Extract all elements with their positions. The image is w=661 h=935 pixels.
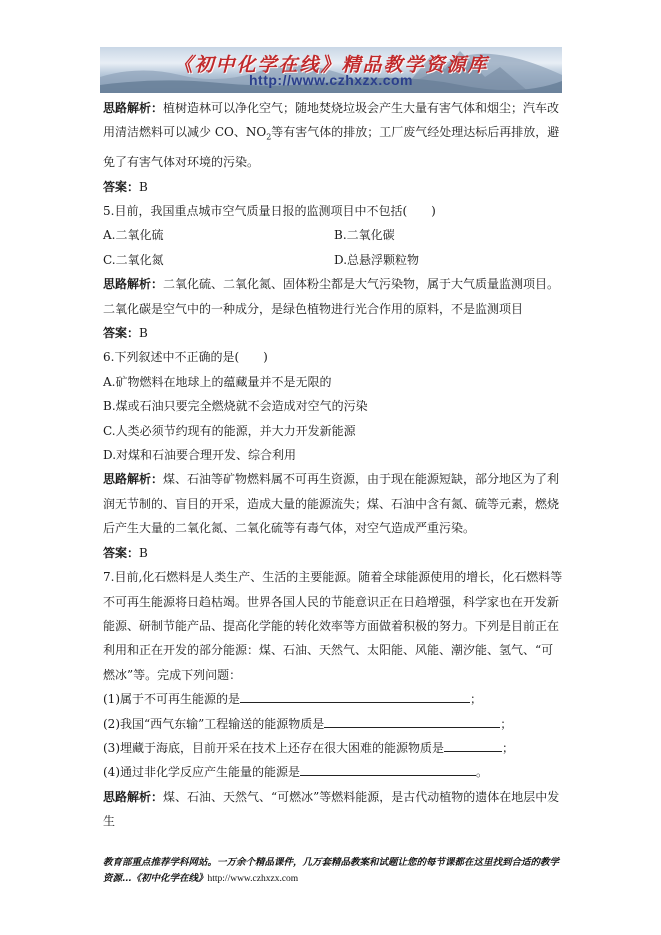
option-a: A.矿物燃料在地球上的蕴藏量并不是无限的 xyxy=(103,374,332,389)
analysis-paragraph-5: 思路解析：二氧化硫、二氧化氮、固体粉尘都是大气污染物，属于大气质量监测项目。二氧化碳是空气中的一种成分，是绿色植物进行光合作用的原料，不是监测项目 xyxy=(103,277,560,316)
answer-blank[interactable] xyxy=(444,737,502,752)
option-a: A.二氧化硫 xyxy=(103,228,164,243)
banner-url[interactable]: http://www.czhxzx.com xyxy=(249,72,413,88)
option-d: D.对煤和石油要合理开发、综合利用 xyxy=(103,448,297,463)
banner-title: 《初中化学在线》精品教学资源库 xyxy=(173,54,489,76)
document-body xyxy=(103,96,565,834)
analysis-paragraph-6: 思路解析：煤、石油等矿物燃料属不可再生资源，由于现在能源短缺，部分地区为了利润无节制的、盲目的开采，造成大量的能源流失；煤、石油中含有氮、硫等元素，燃烧后产生大量的二氧化氮、二氧化硫等有毒气体，对空气造成严重污染。 xyxy=(103,472,560,536)
question-7-part-4: (4)通过非化学反应产生能量的能源是 。 xyxy=(103,760,565,784)
option-c: C.二氧化氮 xyxy=(103,252,164,267)
option-b: B.二氧化碳 xyxy=(334,228,395,243)
analysis-label: 思路解析： xyxy=(103,101,164,115)
footer-url[interactable]: http://www.czhxzx.com xyxy=(207,874,299,884)
option-c: C.人类必须节约现有的能源，并大力开发新能源 xyxy=(103,423,356,438)
question-5-options-row-1 xyxy=(103,223,565,247)
question-6-stem: 6.下列叙述中不正确的是( ) xyxy=(103,350,268,365)
header-banner xyxy=(100,47,562,93)
analysis-paragraph-7: 思路解析：煤、石油、天然气、“可燃冰”等燃料能源，是古代动植物的遗体在地层中发生 xyxy=(103,789,560,829)
question-7-part-2: (2)我国“西气东输”工程输送的能源物质是 ； xyxy=(103,712,565,736)
answer-blank[interactable] xyxy=(300,761,476,776)
footer-text: 教育部重点推荐学科网站。一万余个精品课件，几万套精品教案和试题让您的每节课都在这里找到合适的教学资源…《初中化学在线》 xyxy=(103,857,560,884)
question-7-stem: 7.目前,化石燃料是人类生产、生活的主要能源。随着全球能源使用的增长，化石燃料等不可再生能源将日趋枯竭。世界各国人民的节能意识正在日趋增强，科学家也在开发新能源、研制节能产品、提高化学能的转化效率等方面做着积极的努力。下列是目前正在利用和正在开发的部分能源：煤、石油、天然气、太阳能、风能、潮汐能、氢气、“可燃冰”等。完成下列问题： xyxy=(103,570,563,682)
option-d: D.总悬浮颗粒物 xyxy=(334,252,420,267)
question-5-stem: 5.目前，我国重点城市空气质量日报的监测项目中不包括( ) xyxy=(103,204,436,219)
answer-blank[interactable] xyxy=(324,713,500,728)
question-7-part-1: (1)属于不可再生能源的是 ； xyxy=(103,687,565,711)
analysis-paragraph-4: 思路解析：植树造林可以净化空气；随地焚烧垃圾会产生大量有害气体和烟尘；汽车改用清洁燃料可以减少 CO、$NO_2$等有害气体的排放；工厂废气经处理达标后再排放，避免了有害气体对环境的污染。 xyxy=(103,101,560,170)
question-5-options-row-2 xyxy=(103,248,565,272)
answer-4: 答案：B xyxy=(103,179,148,194)
page-footer xyxy=(103,855,565,887)
option-b: B.煤或石油只要完全燃烧就不会造成对空气的污染 xyxy=(103,399,368,414)
answer-5: 答案：B xyxy=(103,326,148,341)
answer-6: 答案：B xyxy=(103,545,148,560)
answer-blank[interactable] xyxy=(240,688,470,703)
question-7-part-3: (3)埋藏于海底，目前开采在技术上还存在很大困难的能源物质是 ； xyxy=(103,736,565,760)
